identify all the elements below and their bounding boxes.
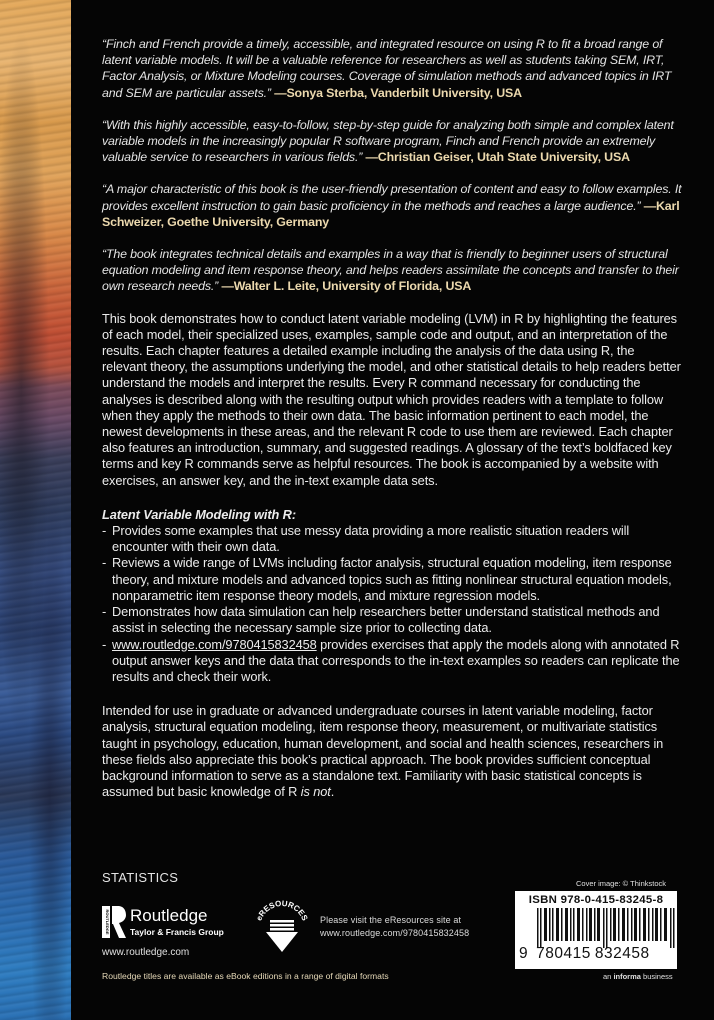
barcode-digits: 9 780415 832458: [519, 945, 650, 962]
feature-item: - www.routledge.com/9780415832458 provides exercises that apply the models along with annotated R output answer keys and the data that corresponds to the in-text examples so readers can replicate the results and check their work.: [102, 636, 680, 684]
routledge-r-icon: [102, 906, 126, 938]
feature-item: - Provides some examples that use messy data providing a more realistic situation readers will encounter with their own data.: [102, 523, 630, 555]
eresources-text: Please visit the eResources site at www.routledge.com/9780415832458: [320, 915, 470, 938]
intended-audience: Intended for use in graduate or advanced undergraduate courses in latent variable modeling, factor analysis, structural equation modeling, item response theory, measurement, or multivariate statistics taught in psychology, education, human development, and social and health sciences, researchers in these fields also appreciate this book’s practical approach. The book provides sufficient conceptual background information to serve as a standalone text. Familiarity with basic statistical concepts is assumed but basic knowledge of R is not.: [102, 703, 664, 800]
feature-item: - Reviews a wide range of LVMs including factor analysis, structural equation modeling, item response theory, and mixture models and advanced topics such as fitting nonlinear structural equation models, nonparametric item response theory models, and mixture regression models.: [102, 555, 672, 603]
publisher-group: Taylor & Francis Group: [130, 927, 224, 937]
features-section: [102, 507, 682, 685]
svg-text:ROUTLEDGE: ROUTLEDGE: [105, 909, 110, 935]
quote-attribution: —Karl Schweizer, Goethe University, Germany: [102, 198, 680, 229]
review-quote: [102, 181, 682, 230]
quote-attribution: —Walter L. Leite, University of Florida, USA: [221, 279, 472, 294]
quote-text: “The book integrates technical details and examples in a way that is friendly to beginner users of structural equation modeling and item response theory, and helps readers assimilate the concepts and transfer to their own research needs.”: [102, 247, 679, 294]
quote-attribution: —Christian Geiser, Utah State University, USA: [365, 150, 630, 165]
feature-item: - Demonstrates how data simulation can help researchers better understand statistical methods and assist in selecting the necessary sample size prior to collecting data.: [102, 604, 660, 636]
features-title: Latent Variable Modeling with R:: [102, 506, 296, 522]
isbn-barcode: [515, 891, 677, 969]
publisher-name: Routledge: [130, 906, 208, 925]
isbn-label: ISBN 978-0-415-83245-8: [528, 894, 664, 906]
review-quote: [102, 36, 682, 101]
quote-text: “A major characteristic of this book is the user-friendly presentation of content and easy to follow examples. It provides excellent instruction to gain basic proficiency in the methods and reaches a large audience.”: [102, 182, 682, 213]
review-quote: [102, 117, 682, 166]
book-description: This book demonstrates how to conduct latent variable modeling (LVM) in R by highlighting the features of each model, their specialized uses, examples, sample code and output, and an interpretation of the results. Each chapter features a detailed example including the analysis of the data using R, the relevant theory, the assumptions underlying the model, and other statistical details to help readers better understand the models and interpret the results. Every R command necessary for conducting the analyses is described along with the resulting output which provides readers with a template to follow when they apply the methods to their own data. The basic information pertinent to each model, the newest developments in these areas, and the relevant R code to use them are reviewed. Each chapter also features an introduction, summary, and suggested readings. A glossary of the text’s boldfaced key terms and key R commands serve as helpful resources. The book is accompanied by a website with exercises, an answer key, and the in-text example data sets.: [102, 310, 681, 488]
informa-business-label: an informa business: [603, 972, 673, 981]
quote-text: “Finch and French provide a timely, accessible, and integrated resource on using R to fit a broad range of latent variable models. It will be a valuable reference for researchers as well as students taking SEM, IRT, Factor Analysis, or Mixture Modeling courses. Coverage of simulation methods and advanced topics in IRT and SEM are particular assets.”: [102, 37, 672, 100]
routledge-logo: [102, 906, 224, 938]
subject-category: STATISTICS: [102, 870, 179, 885]
eresources-icon: [252, 898, 312, 954]
ebook-note: Routledge titles are available as eBook editions in a range of digital formats: [102, 971, 389, 981]
review-quote: [102, 246, 682, 295]
companion-website-link[interactable]: www.routledge.com/9780415832458: [112, 636, 317, 652]
cover-image-credit: Cover image: © Thinkstock: [576, 879, 667, 888]
svg-text:eRESOURCES: eRESOURCES: [254, 898, 310, 923]
publisher-url[interactable]: www.routledge.com: [102, 947, 190, 958]
back-cover-content: [102, 36, 682, 800]
eresources-url[interactable]: www.routledge.com/9780415832458: [320, 928, 470, 938]
quote-text: “With this highly accessible, easy-to-follow, step-by-step guide for analyzing both simple and complex latent variable models in the increasingly popular R software program, Finch and French provide an extremely valuable service to researchers in various fields.”: [102, 117, 674, 165]
cover-spine-photo: [0, 0, 71, 1020]
features-list: [102, 523, 682, 685]
quote-attribution: —Sonya Sterba, Vanderbilt University, USA: [274, 85, 522, 100]
barcode-icon: [537, 908, 675, 948]
